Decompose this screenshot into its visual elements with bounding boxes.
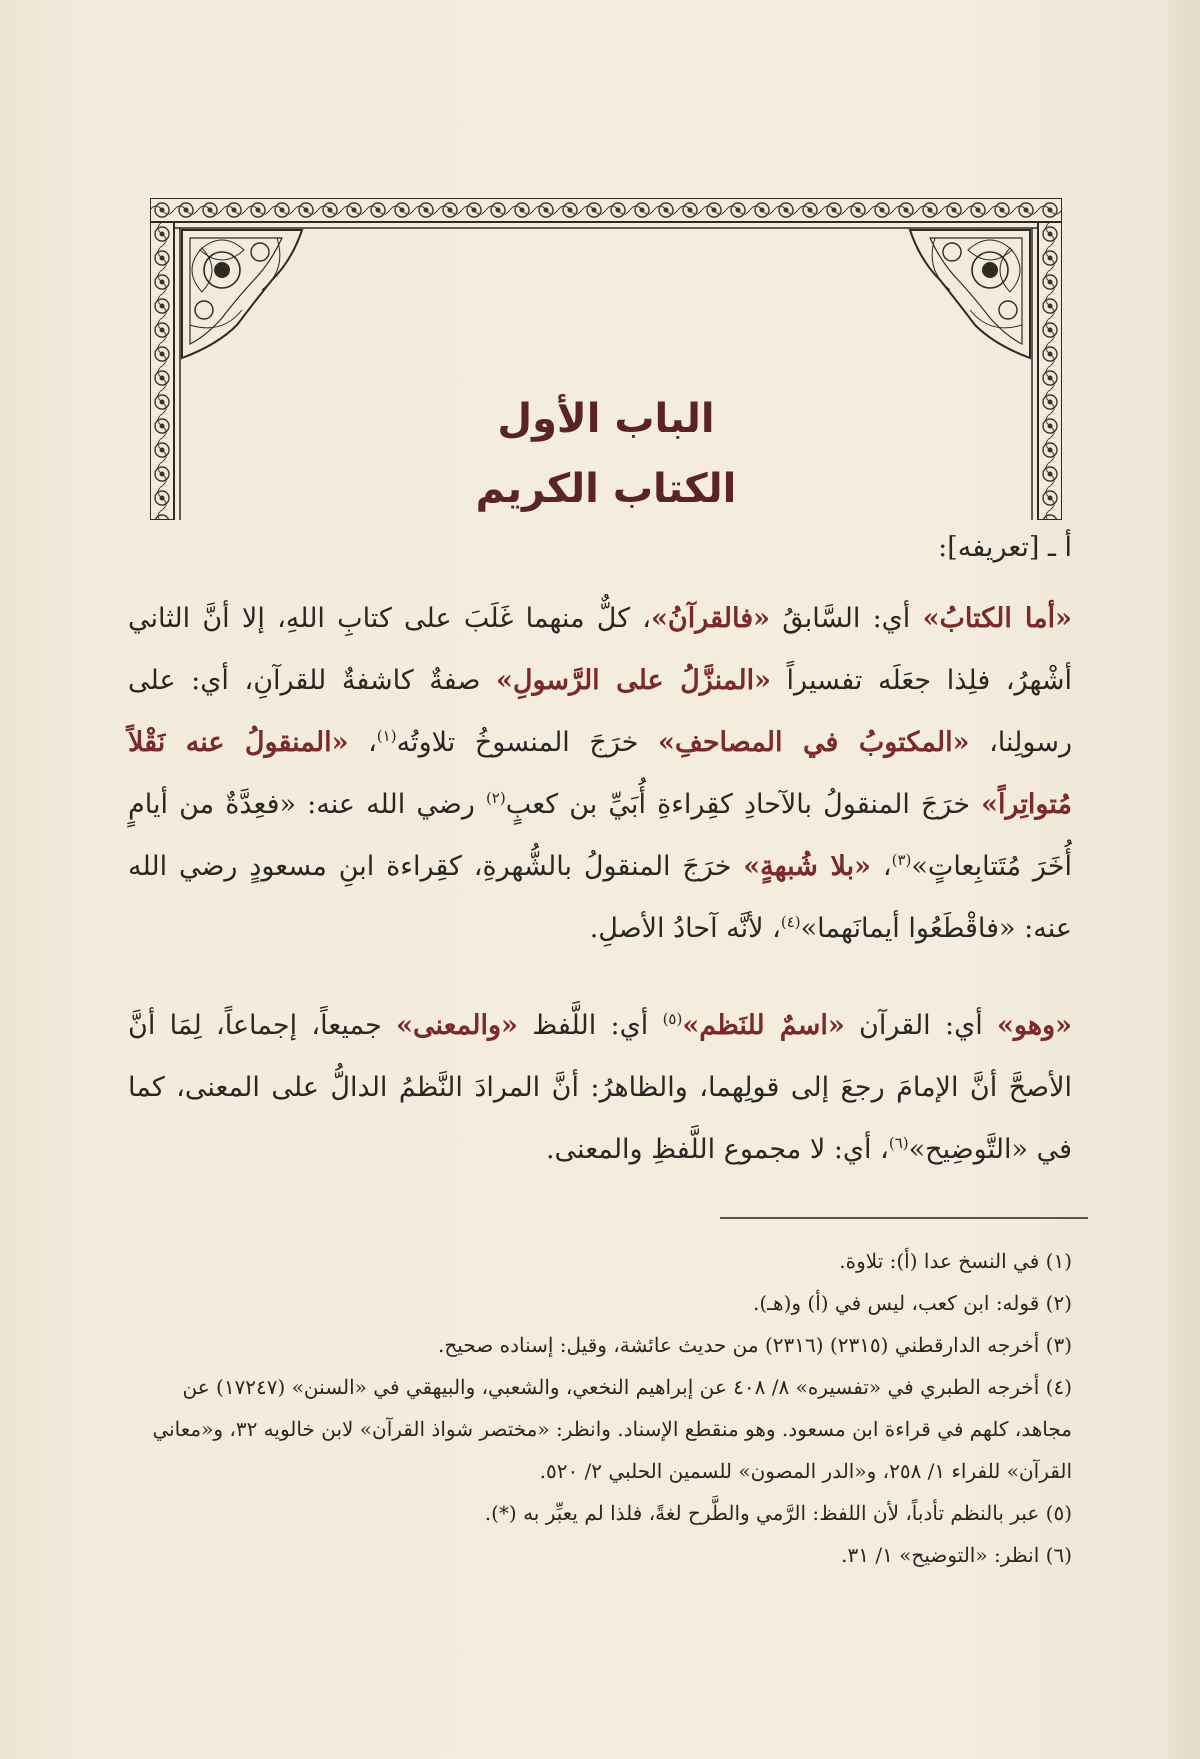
text-run: ، كلٌّ منهما غَلَبَ على كتابِ اللهِ، إلا أنَّ الثاني أشْهرُ، فلِذا جعَلَه تفسيراً [128, 603, 1073, 696]
text-run: خرَجَ المنقولُ بالآحادِ كقِراءةِ أُبَيِّ بن كعبٍ [505, 789, 982, 820]
emphasized-term: «المنزَّلُ على الرَّسولِ» [495, 665, 771, 696]
footnote-text: في النسخ عدا (أ): تلاوة. [839, 1249, 1046, 1273]
chapter-title: الباب الأول [497, 396, 715, 442]
text-run: ، لأنَّه آحادُ الأصلِ. [589, 913, 781, 944]
paragraph-1 [128, 588, 1072, 960]
corner-ornament-right [910, 230, 1030, 358]
footnote-text: أخرجه الطبري في «تفسيره» ٨/ ٤٠٨ عن إبراهيم النخعي، والشعبي، والبيهقي في «السنن» (١٧٢٤٧) عن مجاهد، كلهم في قراءة ابن مسعود. وهو منقطع الإسناد. وانظر: «مختصر شواذ القرآن» لابن خالويه ٣٢، و«معاني القرآن» للفراء ١/ ٢٥٨، و«الدر المصون» للسمين الحلبي ٢/ ٥٢٠. [152, 1375, 1072, 1483]
footnote-item [128, 1324, 1072, 1366]
emphasized-term: «وهو» [997, 1010, 1073, 1041]
text-run: صفةٌ كاشفةٌ للقرآنِ، أي: على رسولِنا، [128, 665, 1072, 758]
emphasized-term: «بلا شُبهةٍ» [743, 851, 872, 882]
footnote-number: (٣) [1045, 1333, 1072, 1357]
footnote-marker: (٥) [662, 1010, 683, 1028]
emphasized-term: «اسمٌ للنَظم» [682, 1010, 845, 1041]
section-label: أ ـ [تعريفه]: [938, 532, 1072, 563]
footnote-number: (٥) [1045, 1501, 1072, 1525]
footnote-text: أخرجه الدارقطني (٢٣١٥) (٢٣١٦) من حديث عائشة، وقيل: إسناده صحيح. [438, 1333, 1046, 1357]
emphasized-term: «فالقرآنُ» [651, 603, 771, 634]
footnote-number: (٤) [1045, 1375, 1072, 1399]
corner-ornament-left [182, 230, 302, 358]
page-edge-shadow [1160, 0, 1200, 1759]
text-run: جميعاً، إجماعاً، لِمَا أنَّ الأصحَّ أنَّ الإمامَ رجعَ إلى قولِهما، والظاهرُ: أنَّ المرادَ النَّظمُ الدالُّ على المعنى، كما في «التَّوضِيح» [128, 1010, 1072, 1165]
footnote-marker: (٦) [888, 1134, 909, 1152]
text-run: خرَجَ المنسوخُ تلاوتُه [396, 727, 659, 758]
emphasized-term: «أما الكتابُ» [922, 603, 1072, 634]
footnote-item [128, 1366, 1072, 1492]
footnote-marker: (٢) [485, 789, 506, 807]
footnote-item [128, 1534, 1072, 1576]
emphasized-term: «المكتوبُ في المصاحفِ» [658, 727, 970, 758]
footnote-marker: (٤) [780, 913, 801, 931]
footnote-item [128, 1282, 1072, 1324]
text-run: رضي الله عنه: «فعِدَّةٌ من أيامٍ أُخَرَ مُتَتابِعاتٍ» [128, 789, 1073, 882]
footnote-divider [720, 1217, 1088, 1219]
footnotes-block [128, 1240, 1072, 1576]
footnote-number: (٦) [1045, 1543, 1072, 1567]
footnote-text: قوله: ابن كعب، ليس في (أ) و(هـ). [753, 1291, 1046, 1315]
footnote-item [128, 1492, 1072, 1534]
footnote-number: (٢) [1045, 1291, 1072, 1315]
text-run: خرَجَ المنقولُ بالشُّهرةِ، كقِراءة ابنِ مسعودٍ رضي الله عنه: «فاقْطَعُوا أيمانَهما» [128, 851, 1072, 944]
footnote-item [128, 1240, 1072, 1282]
footnote-number: (١) [1045, 1249, 1072, 1273]
footnote-text: عبر بالنظم تأدباً، لأن اللفظ: الرَّمي والطَّرح لغةً، فلذا لم يعبِّر به (*). [484, 1501, 1046, 1525]
footnote-text: انظر: «التوضيح» ١/ ٣١. [841, 1543, 1046, 1567]
text-run: ، [871, 851, 892, 882]
text-run: ، [348, 727, 377, 758]
footnote-marker: (١) [376, 727, 397, 745]
footnote-marker: (٣) [891, 851, 912, 869]
text-run: أي: اللَّفظ [517, 1010, 663, 1041]
emphasized-term: «المنقولُ عنه نَقْلاً مُتواتِراً» [128, 727, 1072, 820]
text-run: أي: السَّابقُ [770, 603, 923, 634]
text-run: ، أي: لا مجموع اللَّفظِ والمعنى. [545, 1134, 889, 1165]
chapter-subtitle: الكتاب الكريم [475, 466, 737, 512]
emphasized-term: «والمعنى» [396, 1010, 518, 1041]
text-run: أي: القرآن [844, 1010, 998, 1041]
paragraph-2 [128, 995, 1072, 1181]
